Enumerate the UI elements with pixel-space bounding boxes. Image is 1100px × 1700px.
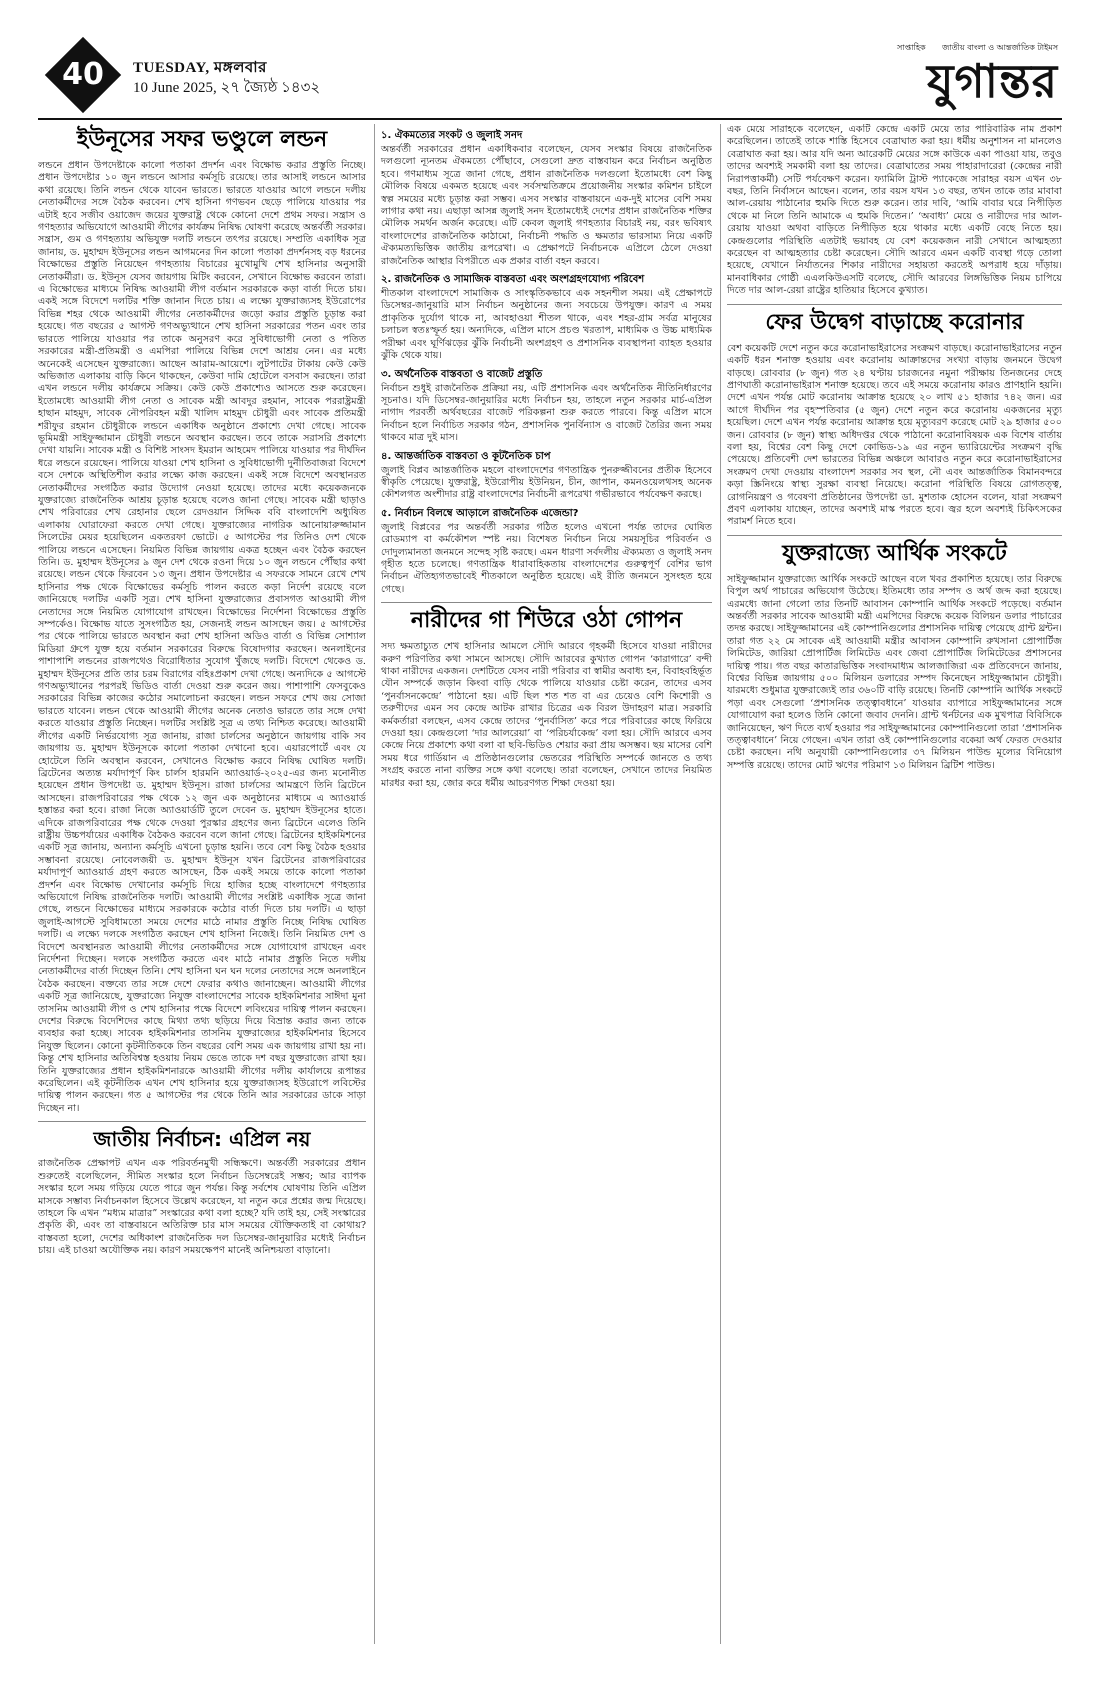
section-title-3: ৩. অর্থনৈতিক বাস্তবতা ও বাজেট প্রস্তুতি xyxy=(381,368,543,380)
story-body-uk-finance: সাইফুজ্জামান যুক্তরাজ্যে আর্থিক সংকটে আছেন বলে খবর প্রকাশিত হয়েছে। তার বিরুদ্ধে বিপুল অর্থ পাচারের অভিযোগ উঠেছে। ইতিমধ্যে তার সম্পদ ও অর্থ জব্দ করা হয়েছে। এরমধ্যে জানা গেলো তার তিনটি আবাসন কোম্পানি আর্থিক সংকটে পড়েছে। বর্তমান অন্তর্বর্তী সরকার সাবেক আওয়ামী মন্ত্রী এমপিদের বিরুদ্ধে কয়েক বিলিয়ন ডলার পাচারের তদন্ত করছে। সাইফুজ্জামানের এই কোম্পানিগুলোর প্রশাসনিক দায়িত্ব পেয়েছে গ্রান্ট থ্রন্টন। তারা গত ২২ মে সাবেক এই আওয়ামী মন্ত্রীর আবাসন কোম্পানি রুখসানা প্রোপার্টিজ লিমিটেড, জারিয়া প্রোপার্টিজ লিমিটেড এবং জেবা প্রোপার্টিজ লিমিটেডের প্রশাসনের দায়িত্ব পায়। গত বছর কাতারভিত্তিক সংবাদমাধ্যম আলজাজিরা এক প্রতিবেদনে জানায়, বিশ্বের বিভিন্ন জায়গায় ৫০০ মিলিয়ন ডলারের সম্পদ কিনেছেন সাইফুজ্জামান চৌধুরী। যারমধ্যে শুধুমাত্র যুক্তরাজ্যেই তার ৩৬০টি বাড়ি রয়েছে। তিনটি কোম্পানি আর্থিক সংকটে পড়া এবং সেগুলো ‘প্রশাসনিক তত্ত্বাবধানে’ যাওয়ার ব্যাপারে সাইফুজ্জামানের সঙ্গে যোগাযোগ করা হলেও তিনি কোনো জবাব দেননি। গ্রান্ট থর্নটনের এক মুখপাত্র বিবিসিকে জানিয়েছেন, ঋণ দিতে ব্যর্থ হওয়ার পর সাইফুজ্জামানের কোম্পানিগুলো তারা ‘প্রশাসনিক তত্ত্বাবধানে’ নিয়ে গেছেন। এখন তারা ওই কোম্পানিগুলোর বকেয়া অর্থ ফেরত দেওয়ার চেষ্টা করছেন। নথি অনুযায়ী কোম্পানিগুলোর ৩৭ মিলিয়ন পাউন্ড মূল্যের বিনিয়োগ সম্পত্তি রয়েছে। তাদের মোট ঋণের পরিমাণ ১৩ মিলিয়ন ব্রিটিশ পাউন্ড। xyxy=(727,573,1062,771)
section-body-4: জুলাই বিপ্লব আন্তর্জাতিক মহলে বাংলাদেশের গণতান্ত্রিক পুনরুজ্জীবনের প্রতীক হিসেবে স্বীকৃতি পেয়েছে। যুক্তরাষ্ট্র, ইউরোপীয় ইউনিয়ন, চীন, জাপান, কমনওয়েলথসহ অনেক কৌশলগত অংশীদার রাষ্ট্র বাংলাদেশের নির্বাচনী রূপরেখা গভীরভাবে পর্যবেক্ষণ করছে। xyxy=(381,464,712,501)
story-divider xyxy=(38,1121,366,1122)
story-headline-london: ইউনূসের সফর ভণ্ডুলে লন্ডন xyxy=(76,127,328,152)
brand-tagline-small: সাপ্তাহিক xyxy=(897,43,926,52)
story-headline-election: জাতীয় নির্বাচন: এপ্রিল নয় xyxy=(93,1127,311,1152)
story-body-corona: বেশ কয়েকটি দেশে নতুন করে করোনাভাইরাসের সংক্রমণ বাড়ছে। করোনাভাইরাসের নতুন একটি ধরন শনাক্ত হওয়ায় এবং করোনায় আক্রান্তদের সংখ্যা বাড়ায় জনমনে উদ্বেগ বাড়ছে। রোববার (৮ জুন) গত ২৪ ঘণ্টায় চারজনের নমুনা পরীক্ষায় তিনজনের দেহে প্রাণঘাতী করোনাভাইরাস শনাক্ত হয়েছে। তবে এই সময়ে করোনায় কারও প্রাণহানি হয়নি। দেশে এখন পর্যন্ত মোট করোনায় আক্রান্ত হয়েছে ২০ লাখ ৫১ হাজার ৭৪২ জন। এর আগে দীর্ঘদিন পর বৃহস্পতিবার (৫ জুন) দেশে নতুন করে করোনায় একজনের মৃত্যু হয়েছিল। দেশে এখন পর্যন্ত করোনায় আক্রান্ত হয়ে মৃত্যুবরণ করেছে মোট ২৯ হাজার ৫০০ জন। রোববার (৮ জুন) স্বাস্থ্য অধিদপ্তর থেকে পাঠানো করোনাবিষয়ক এক বিশেষ বার্তায় বলা হয়, বিশ্বের বেশ কিছু দেশে কোভিড-১৯ এর নতুন ভ্যারিয়েন্টের সংক্রমণ বৃদ্ধি পেয়েছে। প্রতিবেশী দেশ ভারতের বিভিন্ন অঞ্চলে আবারও নতুন করে করোনাভাইরাসের সংক্রমণ দেখা দেওয়ায় বাংলাদেশ সরকার সব স্থল, নৌ এবং আন্তর্জাতিক বিমানবন্দরে কড়া স্ক্রিনিংয়ে স্বাস্থ্য সুরক্ষা ব্যবস্থা নিয়েছে। করোনা পরিস্থিতি বিষয়ে রোগতত্ত্ব, রোগনিয়ন্ত্রণ ও গবেষণা প্রতিষ্ঠানের উপদেষ্টা ডা. মুশতাক হোসেন বলেন, যারা সংক্রমণ প্রবণ এলাকায় যাচ্ছেন, তাদের অবশ্যই মাস্ক পরতে হবে। জ্বর হলে অবশ্যই চিকিৎসকের পরামর্শ নিতে হবে। xyxy=(727,342,1062,528)
page-number: 40 xyxy=(62,57,104,92)
story-body-women: সদ্য ক্ষমতাচ্যুত শেখ হাসিনার আমলে সৌদি আরবে গৃহকর্মী হিসেবে যাওয়া নারীদের করুণ পরিণতির কথা সামনে আসছে। সৌদি আরবের কুখ্যাত গোপন ‘কারাগারে’ বন্দী থাকা নারীদের একজন। দেশটিতে যেসব নারী পরিবার বা স্বামীর অবাধ্য হন, বিবাহবহির্ভূত যৌন সম্পর্কে জড়ান কিংবা বাড়ি থেকে পালিয়ে যাওয়ার চেষ্টা করেন, তাদের এসব ‘পুনর্বাসনকেন্দ্রে’ পাঠানো হয়। এটি ছিল শত শত বা এর চেয়েও বেশি কিশোরী ও তরুণীদের এমন সব কেন্দ্রে আটক রাখার চিত্রের এক বিরল উদাহরণ মাত্র। সরকারি কর্মকর্তারা বলছেন, এসব কেন্দ্রে তাদের ‘পুনর্বাসিত’ করে পরে পরিবারের কাছে ফিরিয়ে দেওয়া হয়। কেন্দ্রগুলো ‘দার আলরেয়া’ বা ‘পরিচর্যাকেন্দ্র’ বলা হয়। সৌদি আরবে এসব কেন্দ্রে নিয়ে প্রকাশ্যে কথা বলা বা ছবি-ভিডিও শেয়ার করা প্রায় অসম্ভব। ছয় মাসের বেশি সময় ধরে গার্ডিয়ান এ প্রতিষ্ঠানগুলোর ভেতরের পরিস্থিতি সম্পর্কে জানতে ও তথ্য সংগ্রহ করতে নানা ব্যক্তির সঙ্গে কথা বলেছে। তারা বলেছেন, সেখানে তাদের নিয়মিত মারধর করা হয়, জোর করে ধর্মীয় আচরণগত শিক্ষা দেওয়া হয়। xyxy=(381,641,712,789)
story-body-women-continued: এক মেয়ে সারাহকে বলেছেন, একটি কেন্দ্রে একটি মেয়ে তার পারিবারিক নাম প্রকাশ করেছিলেন। তাতেই তাকে শাস্তি হিসেবে বেত্রাঘাত করা হয়। ধর্মীয় অনুশাসন না মানলেও বেত্রাঘাত করা হয়। আর যদি অন্য আরেকটি মেয়ের সঙ্গে কাউকে একা পাওয়া যায়, তবুও তাদের অবশ্যই সমকামী বলা হয় তাদের। বেত্রাঘাতের সময় পাহারাদারেরা (কেন্দ্রের নারী নিরাপত্তাকর্মী) সেটি পর্যবেক্ষণ করেন। ফ্যামিলি ট্রাস্ট প্যাকেজে সারাহর বয়স এখন ৩৮ বছর, তিনি নির্বাসনে আছেন। বলেন, তার বয়স যখন ১৩ বছর, তখন তাকে তার মাবাবা আল-রেয়ায় পাঠানোর হুমকি দিতে শুরু করেন। তার দাবি, ‘আমি বাবার ঘরে নিপীড়িত থেকে মা নিলে তিনি আমাকে এ হুমকি দিতেন।’ ‘অবাধ্য’ মেয়ে ও নারীদের দার আল-রেয়ায় যাওয়া অথবা বাড়িতে নিপীড়িত হয়ে থাকার মধ্যে একটি বেছে নিতে হয়। কেন্দ্রগুলোর পরিস্থিতি এতটাই ভয়াবহ যে বেশ কয়েকজন নারী সেখানে আত্মহত্যা করেছেন বা আত্মহত্যার চেষ্টা করেছেন। সৌদি আরবে এমন একটি ব্যবস্থা গড়ে তোলা হয়েছে, যেখানে নির্যাতনের শিকার নারীদের সহায়তা করতেই অপরাধ হয়ে দাঁড়ায়। মানবাধিকার গোষ্ঠী এএলকিউএসটি বলেছে, সৌদি আরবের লিঙ্গভিত্তিক নিয়ম চাপিয়ে দিতে দার আল-রেয়া রাষ্ট্রের হাতিয়ার হিসেবে কুখ্যাত। xyxy=(727,124,1062,297)
masthead-rule xyxy=(38,118,1062,120)
column-3 xyxy=(720,124,1062,1644)
story-divider xyxy=(381,602,712,603)
story-headline-corona: ফের উদ্বেগ বাড়াচ্ছে করোনার xyxy=(765,309,1024,335)
issue-day: TUESDAY, মঙ্গলবার xyxy=(133,60,267,76)
story-headline-women: নারীদের গা শিউরে ওঠা গোপন xyxy=(410,608,683,634)
dateline xyxy=(133,58,320,98)
issue-date: 10 June 2025, ২৭ জ্যৈষ্ঠ ১৪৩২ xyxy=(133,80,321,96)
page-number-badge xyxy=(45,37,121,113)
masthead xyxy=(38,42,1062,114)
story-divider xyxy=(727,535,1062,536)
article-columns xyxy=(38,124,1062,1644)
story-headline-uk-finance: যুক্তরাজ্যে আর্থিক সংকটে xyxy=(782,540,1007,566)
section-title-1: ১. ঐকমত্যের সংকট ও জুলাই সনদ xyxy=(381,130,523,141)
section-body-5: জুলাই বিপ্লবের পর অন্তর্বর্তী সরকার গঠিত হলেও এখনো পর্যন্ত তাদের ঘোষিত রোডম্যাপ বা কর্মকৌশল স্পষ্ট নয়। বিশেষত নির্বাচন নিয়ে সময়সূচির পরিবর্তন ও দোদুল্যমানতা জনমনে সন্দেহ সৃষ্টি করছে। এমন ধারণা সর্বদলীয় ঐক্যমত্য ও জুলাই সনদ গৃহীত হতে চলেছে। গণতান্ত্রিক ধারাবাহিকতায় বাংলাদেশের গুরুত্বপূর্ণ বেশির ভাগ নির্বাচন ঐতিহ্যগতভাবেই শীতকালে অনুষ্ঠিত হয়েছে। এই রীতি জনমনে সুসংহত হয়ে গেছে। xyxy=(381,521,712,595)
section-title-2: ২. রাজনৈতিক ও সামাজিক বাস্তবতা এবং অংশগ্রহণযোগ্য পরিবেশ xyxy=(381,274,645,286)
section-body-3: নির্বাচন শুধুই রাজনৈতিক প্রক্রিয়া নয়, এটি প্রশাসনিক এবং অর্থনৈতিক নীতিনির্ধারণের সূচনাও। যদি ডিসেম্বর-জানুয়ারির মধ্যে নির্বাচন হয়, তাহলে নতুন সরকার মার্চ-এপ্রিল নাগাদ পরবর্তী অর্থবছরের বাজেট পরিকল্পনা শুরু করতে পারবে। কিন্তু এপ্রিল মাসে নির্বাচন হলে নির্বাচিত সরকার গঠন, প্রশাসনিক পুনর্বিন্যাস ও বাজেট তৈরির জন্য সময় থাকবে মাত্র দুই মাস। xyxy=(381,382,712,444)
story-body-london: লন্ডনে প্রধান উপদেষ্টাকে কালো পতাকা প্রদর্শন এবং বিক্ষোভ করার প্রস্তুতি নিচ্ছে। প্রধান উপদেষ্টার ১০ জুন লন্ডনে আসার কর্মসূচি রয়েছে। তার আসাই লন্ডনে আসার কথা রয়েছে। তিনি লন্ডন থেকে যাবেন ভারতে। ভারতে যাওয়ার আগে লন্ডনে দলীয় নেতাকর্মীদের সঙ্গে বৈঠক করবেন। শেখ হাসিনা গণভবন ছেড়ে পালিয়ে যাওয়ার পর এটাই হবে সজীব ওয়াজেদ জয়ের যুক্তরাষ্ট্র থেকে কোনো দেশে প্রথম সফর। সন্ত্রাস ও গণহত্যার অভিযোগে আওয়ামী লীগের কার্যক্রম নিষিদ্ধ ঘোষণা করেছে অন্তর্বর্তী সরকার। সন্ত্রাস, গুম ও গণহত্যায় অভিযুক্ত দলটি লন্ডনে তৎপর রয়েছে। সম্প্রতি একাধিক সূত্র জানায়, ড. মুহাম্মদ ইউনূসের লন্ডন আগমনের দিন কালো পতাকা প্রদর্শনসহ বড় ধরনের বিক্ষোভের প্রস্তুতি নিয়েছেন গণহত্যায় বিচারের মুখোমুখি শেখ হাসিনার অনুসারী নেতাকর্মীরা। ড. ইউনূস যেসব জায়গায় মিটিং করবেন, সেখানে বিক্ষোভ করবেন তারা। এ বিক্ষোভের মাধ্যমে নিষিদ্ধ আওয়ামী লীগ বর্তমান সরকারকে কড়া বার্তা দিতে চায়। একই সঙ্গে বিদেশে দলটির শক্তি জানান দিতে চায়। এ লক্ষ্যে যুক্তরাজ্যসহ ইউরোপের বিভিন্ন শহর থেকে আওয়ামী লীগের নেতাকর্মীদের জড়ো করার প্রস্তুতি চূড়ান্ত করা হয়েছে। গত বছরের ৫ আগস্ট গণঅভ্যুত্থানে শেখ হাসিনা সরকারের পতন এবং তার ভারতে পালিয়ে যাওয়ার পর তাকে অনুসরণ করে সুবিধাভোগী নেতা ও পতিত সরকারের মন্ত্রী-প্রতিমন্ত্রী ও এমপিরা পালিয়ে বিভিন্ন দেশে আশ্রয় নেন। এর মধ্যে অনেকেই এসেছেন যুক্তরাজ্যে। আছেন আরাম-আয়েশে। লুটপাটের টাকায় কেউ কেউ অভিজাত এলাকায় বাড়ি কিনে থাকছেন, কেউবা দামি হোটেলে বসবাস করছেন। তারা এখন লন্ডনে দলীয় কার্যক্রমে সক্রিয়। কেউ কেউ প্রকাশ্যেও আসতে শুরু করেছেন। ইতোমধ্যে আওয়ামী লীগ নেতা ও সাবেক মন্ত্রী আবদুর রহমান, সাবেক পররাষ্ট্রমন্ত্রী হাছান মাহমুদ, সাবেক নৌপরিবহন মন্ত্রী খালিদ মাহমুদ চৌধুরী এবং সাবেক প্রতিমন্ত্রী শরীফুর রহমান চৌধুরীকে লন্ডনে একাধিক অনুষ্ঠানে প্রকাশ্যে দেখা গেছে। সাবেক ভূমিমন্ত্রী সাইফুজ্জামান চৌধুরী লন্ডনে অবস্থান করছেন। তবে তাকে সরাসরি প্রকাশ্যে দেখা যায়নি। সাবেক মন্ত্রী ও বিশিষ্ট সাংসদ ইমরান আহমেদ পালিয়ে যাওয়ার পর দীর্ঘদিন ধরে লন্ডনে রয়েছেন। পালিয়ে যাওয়া শেখ হাসিনা ও সুবিধাভোগী দুর্নীতিবাজরা বিদেশে বসে দেশকে অস্থিতিশীল করার লক্ষ্যে কাজ করছেন। একই সঙ্গে বিদেশে অবস্থানরত নেতাকর্মীদের সংগঠিত করার উদ্যোগ নেওয়া হয়েছে। তাদের মধ্যে কয়েকজনকে যুক্তরাজ্যে রাজনৈতিক আশ্রয় চূড়ান্ত হয়েছে বলেও জানা গেছে। সাবেক মন্ত্রী ছাড়াও শেখ পরিবারের শেখ রেহানার ছেলে রেদওয়ান সিদ্দিক ববি বাংলাদেশি অধ্যুষিত এলাকায় ঘোরাফেরা করতে দেখা গেছে। যুক্তরাজ্যের নাগরিক আনোয়ারুজ্জামান সিলেটের মেয়র হয়েছিলেন একতরফা ভোটে। ৫ আগস্টের পর তিনিও দেশ থেকে পালিয়ে লন্ডনে এসেছেন। নিয়মিত বিভিন্ন জায়গায় একত্র হচ্ছেন এবং বৈঠক করছেন তিনি। ড. মুহাম্মদ ইউনূসের ৯ জুন দেশ থেকে রওনা দিয়ে ১০ জুন লন্ডনে পৌঁছার কথা রয়েছে। লন্ডন থেকে ফিরবেন ১৩ জুন। প্রধান উপদেষ্টার এ সফরকে সামনে রেখে শেখ হাসিনার পক্ষ থেকে বিক্ষোভের কর্মসূচি পালন করতে কড়া নির্দেশ রয়েছে বলে জানিয়েছে দলটির একটি সূত্র। শেখ হাসিনা যুক্তরাজ্যের প্রবাসগত আওয়ামী লীগ নেতাদের সঙ্গে নিয়মিত যোগাযোগ রাখছেন। বিক্ষোভের নির্দেশনা বিক্ষোভের প্রস্তুতি সম্পর্কেও। বিক্ষোভ যাতে সুসংগঠিত হয়, সেজন্যই লন্ডন আসছেন জয়। ৫ আগস্টের পর থেকে পালিয়ে ভারতে অবস্থান করা শেখ হাসিনা অডিও বার্তা ও বিভিন্ন সোশ্যাল মিডিয়া গ্রুপে যুক্ত হয়ে বর্তমান সরকারের বিরুদ্ধে বিষোদগার করছেন। অনলাইনের পাশাপাশি লন্ডনের রাজপথেও বিরোধিতার সুযোগ খুঁজছে দলটি। বিদেশে থেকেও ড. মুহাম্মদ ইউনূসের প্রতি তার চরম বিরাগের বহিঃপ্রকাশ দেখা গেছে। অন্যদিকে ৫ আগস্টে গণঅভ্যুত্থানের পরপরই ভিডিও বার্তা দেওয়া শুরু করেন জয়। পাশাপাশি ফেসবুকেও সরকারের বিভিন্ন কাজের কঠোর সমালোচনা করছেন। লন্ডন সফরে শেখ জয় সোজা ভারতে যাবেন। লন্ডন থেকে আওয়ামী লীগের অনেক নেতাও ভারতে তার সঙ্গে দেখা করতে যাওয়ার প্রস্তুতি নিচ্ছেন। দলটির সংশ্লিষ্ট সূত্র এ তথ্য নিশ্চিত করেছে। আওয়ামী লীগের একটি নির্ভরযোগ্য সূত্র জানায়, রাজা চার্লসের অনুষ্ঠানে জায়গায় বাকি সব জায়গায় ড. মুহাম্মদ ইউনূসকে কালো পতাকা দেখানো হবে। এয়ারপোর্টে এবং যে হোটেলে তিনি অবস্থান করবেন, সেখানেও বিক্ষোভ করবে নিষিদ্ধ ঘোষিত দলটি। ব্রিটেনের অত্যন্ত মর্যাদাপূর্ণ কিং চার্লস হারমনি অ্যাওয়ার্ড-২০২৫-এর জন্য মনোনীত হয়েছেন প্রধান উপদেষ্টা ড. মুহাম্মদ ইউনূস। রাজা চার্লসের আমন্ত্রণে তিনি ব্রিটেনে আসছেন। রাজপরিবারের পক্ষ থেকে ১২ জুন এক অনুষ্ঠানের মাধ্যমে এ অ্যাওয়ার্ড হস্তান্তর করা হবে। রাজা নিজে অ্যাওয়ার্ডটি তুলে দেবেন ড. মুহাম্মদ ইউনূসের হাতে। এদিকে রাজপরিবারের পক্ষ থেকে দেওয়া পুরস্কার গ্রহণের জন্য ব্রিটেনে এলেও তিনি রাষ্ট্রীয় উচ্চপর্যায়ের একাধিক বৈঠকও করবেন বলে জানা গেছে। ব্রিটেনের হাইকমিশনের একটি সূত্র জানায়, অন্যান্য কর্মসূচি এখনো চূড়ান্ত হয়নি। তবে বেশ কিছু বৈঠক হওয়ার সম্ভাবনা রয়েছে। নোবেলজয়ী ড. মুহাম্মদ ইউনূস যখন ব্রিটেনের রাজপরিবারের মর্যাদাপূর্ণ অ্যাওয়ার্ড গ্রহণ করতে আসছেন, ঠিক একই সময়ে তাকে কালো পতাকা প্রদর্শন এবং বিক্ষোভ দেখানোর কর্মসূচি দিয়ে হাজির হচ্ছে বাংলাদেশে গণহত্যার অভিযোগে নিষিদ্ধ রাজনৈতিক দলটি। আওয়ামী লীগের সংশ্লিষ্ট একাধিক সূত্রে জানা গেছে, লন্ডনে বিক্ষোভের মাধ্যমে সরকারকে কঠোর বার্তা দিতে চায় দলটি। এ ছাড়া জুলাই-আগস্টে সুবিধামতো সময়ে দেশের মাঠে নামার প্রস্তুতি নিচ্ছে নিষিদ্ধ ঘোষিত দলটি। এ লক্ষ্যে দলকে সংগঠিত করছেন শেখ হাসিনা নিজেই। তিনি নিয়মিত দেশ ও বিদেশে অবস্থানরত আওয়ামী লীগের নেতাকর্মীদের সঙ্গে যোগাযোগ রাখছেন এবং নির্দেশনা দিচ্ছেন। দলকে সংগঠিত করতে এবং মাঠে নামার প্রস্তুতি নিতে দলীয় নেতাকর্মীদের বার্তা দিচ্ছেন তিনি। শেখ হাসিনা ঘন ঘন দলের নেতাদের সঙ্গে অনলাইনে বৈঠক করছেন। বক্তব্যে তার সঙ্গে দেশে ফেরার কথাও জানাচ্ছেন। আওয়ামী লীগের একটি সূত্র জানিয়েছে, যুক্তরাজ্যে নিযুক্ত বাংলাদেশের সাবেক হাইকমিশনার সাঈদা মুনা তাসনিম আওয়ামী লীগ ও শেখ হাসিনার পক্ষে বিদেশে লবিংয়ের দায়িত্ব পালন করছেন। দেশের বিরুদ্ধে বিদেশিদের কাছে মিথ্যা তথ্য ছড়িয়ে দিয়ে বিভ্রান্ত করার জন্য তাকে ব্যবহার করা হচ্ছে। সাবেক হাইকমিশনার তাসনিম যুক্তরাজ্যের হাইকমিশনার হিসেবে নিযুক্ত ছিলেন। কোনো কূটনীতিককে তিন বছরের বেশি সময় এক জায়গায় রাখা হয় না। কিন্তু শেখ হাসিনার অতিবিশ্বস্ত হওয়ায় নিয়ম ভেঙে তাকে দশ বছর যুক্তরাজ্যে রাখা হয়। তিনি যুক্তরাজ্যের প্রধান হাইকমিশনারকে আওয়ামী লীগের দলীয় কার্যালয়ে রূপান্তর করেছিলেন। এই কূটনীতিক এখন শেখ হাসিনার হয়ে যুক্তরাজ্যসহ ইউরোপে লবিস্টের দায়িত্ব পালন করছেন। গত ৫ আগস্টের পর থেকে তিনি আর সরকারের ডাকে সাড়া দিচ্ছেন না। xyxy=(38,160,366,1114)
newspaper-brand xyxy=(897,42,1058,108)
story-body-election: রাজনৈতিক প্রেক্ষাপট এখন এক পরিবর্তনমুখী সন্ধিক্ষণে। অন্তর্বর্তী সরকারের প্রধান শুরুতেই বলেছিলেন, সীমিত সংস্কার হলে নির্বাচন ডিসেম্বরেই সম্ভব; আর ব্যাপক সংস্কার হলে সময় গড়িয়ে যেতে পারে জুন পর্যন্ত। কিন্তু সর্বশেষ ঘোষণায় তিনি এপ্রিল মাসকে সম্ভাব্য নির্বাচনকাল হিসেবে উল্লেখ করেছেন, যা নতুন করে প্রশ্নের জন্ম দিয়েছে। তাহলে কি এখন “মধ্যম মাত্রার” সংস্কারের কথা বলা হচ্ছে? যদি তাই হয়, সেই সংস্কারের প্রকৃতি কী, এবং তা বাস্তবায়নে অতিরিক্ত চার মাস সময়ের যৌক্তিকতাই বা কোথায়? বাস্তবতা হলো, দেশের অধিকাংশ রাজনৈতিক দল ডিসেম্বর-জানুয়ারির মধ্যেই নির্বাচন চায়। এই চাওয়া অযৌক্তিক নয়। কারণ সময়ক্ষেপণ মানেই অনিশ্চয়তা বাড়ানো। xyxy=(38,1158,366,1257)
column-2 xyxy=(374,124,712,1644)
newspaper-logo: যুগান্তর xyxy=(927,54,1058,108)
section-title-4: ৪. আন্তর্জাতিক বাস্তবতা ও কূটনৈতিক চাপ xyxy=(381,450,551,462)
column-1 xyxy=(38,124,366,1644)
section-title-5: ৫. নির্বাচন বিলম্বে আড়ালে রাজনৈতিক এজেন্ডা? xyxy=(381,507,579,519)
section-body-2: শীতকাল বাংলাদেশে সামাজিক ও সাংস্কৃতিকভাবে এক সহনশীল সময়। এই প্রেক্ষাপটে ডিসেম্বর-জানুয়ারি মাস নির্বাচন অনুষ্ঠানের জন্য সবচেয়ে উপযুক্ত। কারণ এ সময় প্রাকৃতিক দুর্যোগ থাকে না, আবহাওয়া শীতল থাকে, এবং শহর-গ্রাম সর্বত্র মানুষের চলাচল স্বতঃস্ফূর্ত হয়। অন্যদিকে, এপ্রিল মাসে প্রচণ্ড খরতাপ, মাধ্যমিক ও উচ্চ মাধ্যমিক পরীক্ষা এবং ঘূর্ণিঝড়ের ঝুঁকি নির্বাচনী অংশগ্রহণ ও প্রশাসনিক ব্যবস্থাপনা ব্যাহত হওয়ার ঝুঁকি থেকে যায়। xyxy=(381,288,712,362)
story-divider xyxy=(727,304,1062,305)
section-body-1: অন্তর্বর্তী সরকারের প্রধান একাধিকবার বলেছেন, যেসব সংস্কার বিষয়ে রাজনৈতিক দলগুলো ন্যূনতম ঐকমত্যে পৌঁছাবে, সেগুলো দ্রুত বাস্তবায়ন করে নির্বাচন অনুষ্ঠিত হবে। গণমাধ্যম সূত্রে জানা গেছে, প্রধান রাজনৈতিক দলগুলো ইতোমধ্যে বেশ কিছু মৌলিক বিষয়ে একমত হয়েছে এবং সর্বসম্মতিক্রমে প্রয়োজনীয় সংস্কার কমিশন চাইলে স্বল্প সময়ের মধ্যে চূড়ান্ত করা সম্ভব। এসব সংস্কার বাস্তবায়নে এক-দুই মাসের বেশি সময় লাগার কথা নয়। এছাড়া আসন্ন জুলাই সনদ ইতোমধ্যেই দেশের প্রধান রাজনৈতিক শক্তির মৌলিক সমর্থন অর্জন করেছে। এটি কেবল জুলাই গণহত্যার বিচারই নয়, বরং ভবিষ্যৎ বাংলাদেশের রাজনৈতিক কাঠামো, নির্বাচনী পদ্ধতি ও ক্ষমতার ভারসাম্য নিয়ে একটি ঐক্যমত্যভিত্তিক জাতীয় রূপরেখা। এ প্রেক্ষাপটে নির্বাচনকে এপ্রিলে ঠেলে দেওয়া রাজনৈতিক আস্থার বিপরীতে এক প্রকার বার্তা বহন করবে। xyxy=(381,144,712,267)
brand-tagline-main: জাতীয় বাংলা ও আন্তর্জাতিক টাইমস xyxy=(942,43,1058,52)
